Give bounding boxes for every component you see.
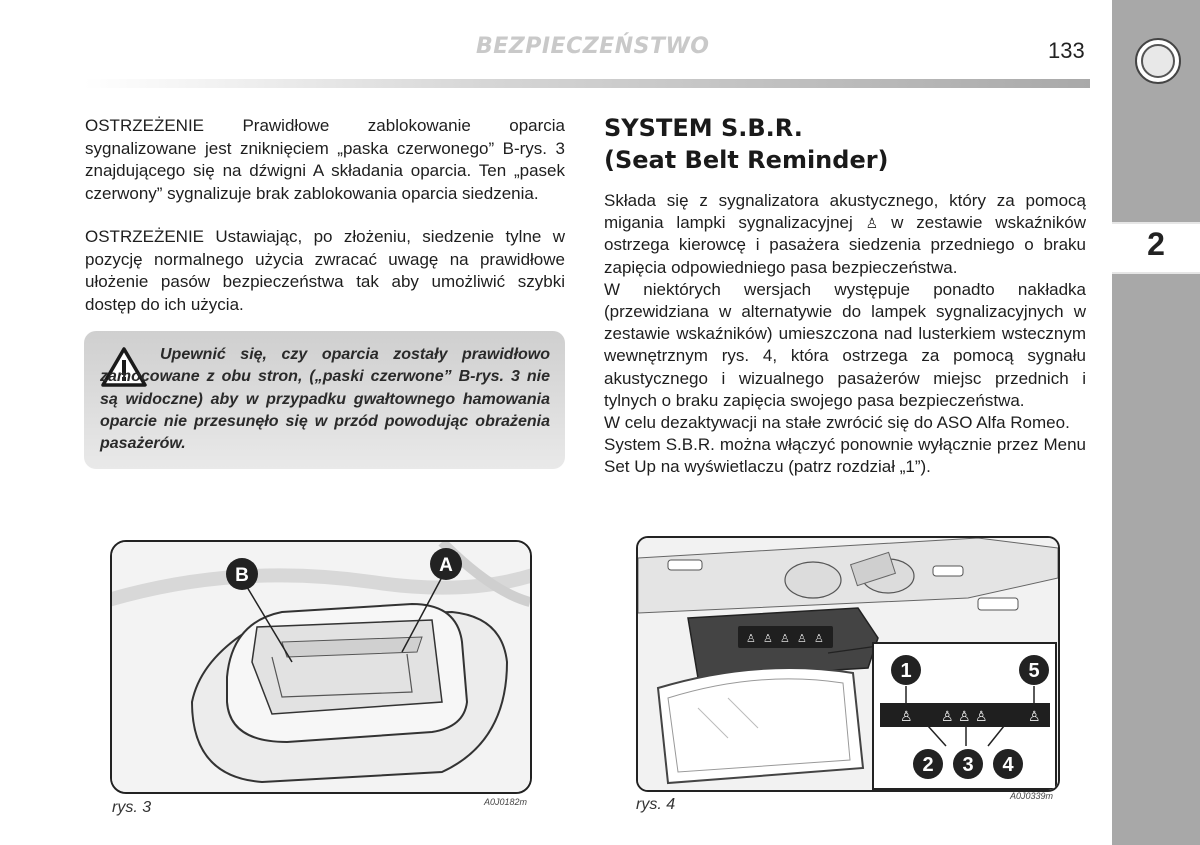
svg-text:♙: ♙ [780,632,790,645]
figure-3-code: A0J0182m [484,797,528,807]
page-number: 133 [1048,38,1085,63]
callout-4 [993,749,1023,779]
callout-a [430,548,462,580]
callout-1-label: 1 [900,660,912,682]
warning-text: Upewnić się, czy oparcia zostały prawidłowo zamocowane z obu stron, („paski czerwone” B-rys. 3 nie są widoczne) aby w przypadku gwałtownego hamowania oparcie nie przesunęło się w przód powodując obrażenia pasażerów. [100,346,550,453]
svg-text:♙: ♙ [941,709,954,725]
svg-text:♙: ♙ [958,709,971,725]
svg-text:♙: ♙ [814,632,824,645]
callout-4-label: 4 [1002,754,1014,776]
warning-paragraph-1: OSTRZEŻENIE Prawidłowe zablokowanie oparcia sygnalizowane jest zniknięciem „paska czerwonego” B-rys. 3 znajdującego się na dźwigni A składania oparcia. Ten „pasek czerwony” sygnalizuje brak zablokowania oparcia siedzenia. [85,116,565,203]
callout-5 [1019,655,1049,685]
svg-text:♙: ♙ [1028,709,1041,725]
callout-3-label: 3 [962,754,974,776]
sbr-display-illustration [638,538,1058,790]
svg-text:♙: ♙ [975,709,988,725]
heading-line-1: SYSTEM S.B.R. [604,114,803,142]
svg-text:♙: ♙ [763,632,773,645]
figure-3-caption: rys. 3 [112,799,152,816]
sbr-text-4: W celu dezaktywacji na stałe zwrócić się do ASO Alfa Romeo. [604,413,1070,433]
svg-text:♙: ♙ [797,632,807,645]
side-tab-bottom [1112,274,1200,845]
callout-1 [891,655,921,685]
figure-4 [636,536,1060,792]
seat-belt-icon: ♙ [865,215,879,232]
callout-b [226,558,258,590]
figure-4-caption: rys. 4 [636,796,676,813]
section-heading [604,112,889,176]
chapter-number[interactable]: 2 [1147,226,1165,262]
warning-paragraph-2: OSTRZEŻENIE Ustawiając, po złożeniu, siedzenie tylne w pozycję normalnego użycia zwracać uwagę na prawidłowe ułożenie pasów bezpieczeństwa tak aby umożliwić szybki dostęp do ich użycia. [85,227,565,314]
sbr-text-3: W niektórych wersjach występuje ponadto nakładka (przewidziana w alternatywie do lampek sygnalizacyjnych w zestawie wskaźników) umieszczona nad lusterkiem wstecznym wewnętrznym rys. 4, która ostrzega za pomocą sygnału akustycznego i wizualnego pasażerów miejsc przednich i tylnych o braku zapięcia swojego pasa bezpieczeństwa. [604,279,1086,410]
callout-3 [953,749,983,779]
callout-5-label: 5 [1028,660,1040,682]
sbr-text-2: w zestawie wskaźników ostrzega kierowcę i pasażera siedzenia przedniego o braku zapięcia odpowiedniego pasa bezpieczeństwa. [604,213,1086,277]
callout-2-label: 2 [922,754,934,776]
svg-text:♙: ♙ [900,709,913,725]
figure-3 [110,540,532,794]
side-tab-top [1112,0,1200,222]
sbr-description [604,190,1086,479]
label-a: A [439,555,453,576]
label-b: B [235,565,249,586]
seat-lever-illustration [112,542,530,792]
sbr-text-5: System S.B.R. można włączyć ponownie wyłącznie przez Menu Set Up na wyświetlaczu (patrz rozdział „1”). [604,435,1086,477]
header-rule [84,79,1090,88]
heading-line-2: (Seat Belt Reminder) [604,146,889,174]
figure-4-code: A0J0339m [1010,791,1054,801]
section-title: BEZPIECZEŃSTWO [476,34,710,59]
callout-2 [913,749,943,779]
brand-logo-inner [1141,44,1175,78]
svg-text:♙: ♙ [746,632,756,645]
sbr-text-1: Składa się z sygnalizatora akustycznego, który za pomocą migania lampki sygnalizacyjnej [604,191,1086,233]
